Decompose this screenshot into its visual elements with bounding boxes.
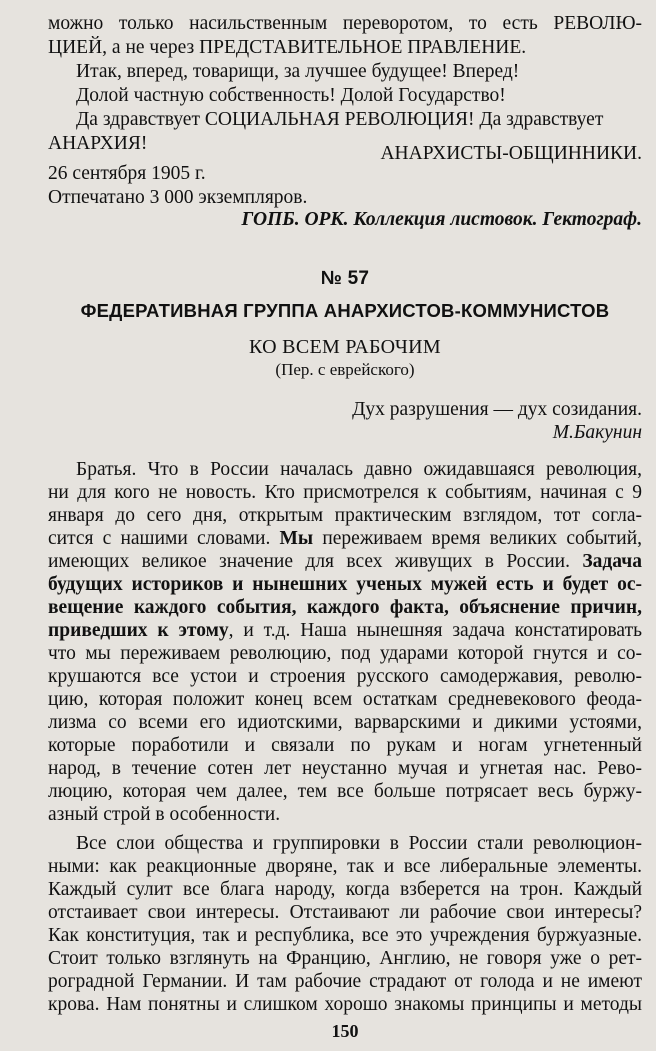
document-title: КО ВСЕМ РАБОЧИМ: [249, 336, 441, 358]
page-number: 150: [331, 1021, 359, 1041]
body-line: роградной Германии. И там рабочие страдают от голода и не имеют: [48, 971, 642, 992]
body-line: Братья. Что в России началась давно ожидавшаяся революция,: [76, 459, 642, 480]
body-line: азный строй в особенности.: [48, 804, 281, 825]
body-line: сится с нашими словами. Мы переживаем время великих событий,: [48, 528, 643, 549]
group-heading: ФЕДЕРАТИВНАЯ ГРУППА АНАРХИСТОВ-КОММУНИСТОВ: [80, 300, 610, 321]
body-line: имеющих великое значение для всех живущих в России. Задача: [48, 551, 642, 572]
body-line: люцию, которая чем далее, тем все больше потрясает весь буржу-: [48, 781, 642, 802]
body-line: января до сего дня, открытым практическим взглядом, тот согла-: [48, 505, 642, 526]
body-line: Как конституция, так и республика, все это учреждения буржуазные.: [48, 925, 642, 946]
slogan-line: Да здравствует СОЦИАЛЬНАЯ РЕВОЛЮЦИЯ! Да здравствует: [76, 109, 604, 130]
body-line: народ, в течение сотен лет неустанно мучая и угнетая нас. Рево-: [48, 758, 642, 779]
body-line: которые поработили и связали по рукам и ногам угнетенный: [48, 735, 642, 756]
signature: АНАРХИСТЫ-ОБЩИННИКИ.: [380, 143, 642, 164]
translation-note: (Пер. с еврейского): [275, 360, 415, 379]
body-line: крова. Нам понятны и слишком хорошо знакомы принципы и методы: [48, 994, 642, 1015]
slogan-line: АНАРХИЯ!: [48, 133, 148, 154]
date-line: 26 сентября 1905 г.: [48, 163, 206, 184]
text-line: можно только насильственным переворотом, то есть РЕВОЛЮ-: [48, 13, 642, 34]
text-line: ЦИЕЙ, а не через ПРЕДСТАВИТЕЛЬНОЕ ПРАВЛЕНИЕ.: [48, 37, 527, 58]
body-line: лизма со всеми его идиотскими, варварскими и дикими устоями,: [48, 712, 642, 733]
body-line: ни для кого не новость. Кто присмотрелся к событиям, начиная с 9: [48, 482, 642, 503]
body-line: цию, которая положит конец всем остаткам средневекового феода-: [48, 689, 642, 710]
body-line: Стоит только взглянуть на Францию, Англию, не говоря уже о рет-: [48, 948, 642, 969]
body-line: отстаивает свои интересы. Отстаивают ли рабочие свои интересы?: [48, 902, 642, 923]
body-line: вещение каждого события, каждого факта, объяснение причин,: [48, 597, 642, 618]
slogan-line: Долой частную собственность! Долой Государство!: [76, 85, 506, 106]
epigraph-text: Дух разрушения — дух созидания.: [352, 399, 642, 420]
slogan-line: Итак, вперед, товарищи, за лучшее будущее! Вперед!: [76, 61, 520, 82]
print-run-line: Отпечатано 3 000 экземпляров.: [48, 187, 308, 208]
source-note: ГОПБ. ОРК. Коллекция листовок. Гектограф.: [241, 209, 642, 230]
body-line: крушаются все устои и строения русского самодержавия, револю-: [48, 666, 642, 687]
body-line: что мы переживаем революцию, под ударами которой гнутся и со-: [48, 643, 642, 664]
epigraph-author: М.Бакунин: [552, 422, 642, 443]
document-number: № 57: [320, 268, 370, 289]
body-line: Все слои общества и группировки в России стали революцион-: [76, 833, 642, 854]
body-line: ными: как реакционные дворяне, так и все либеральные элементы.: [48, 856, 642, 877]
body-line: приведших к этому, и т.д. Наша нынешняя задача констатировать: [48, 620, 642, 641]
body-line: будущих историков и нынешних ученых мужей есть и будет ос-: [48, 574, 642, 595]
body-line: Каждый сулит все блага народу, когда взберется на трон. Каждый: [48, 879, 642, 900]
